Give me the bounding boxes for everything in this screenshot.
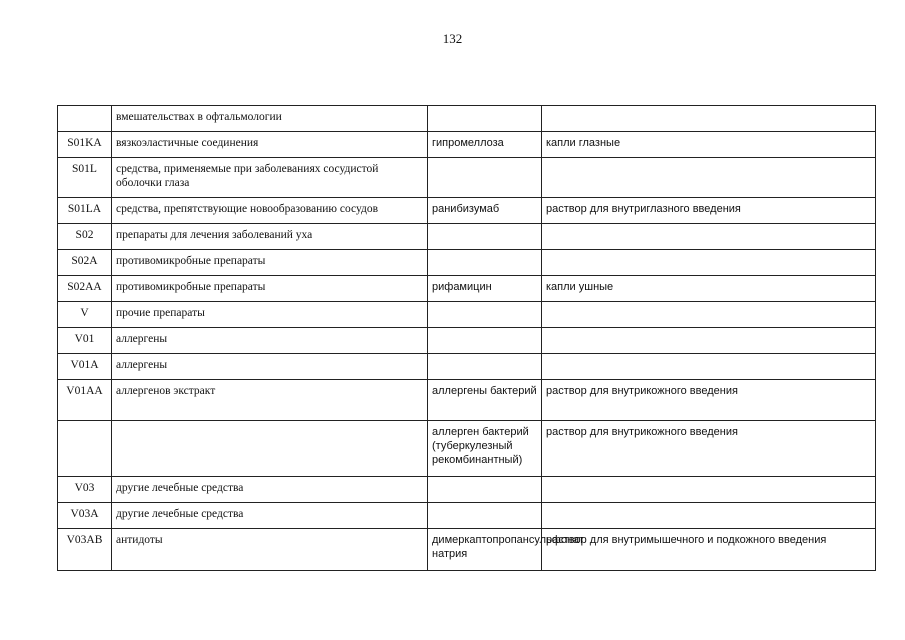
table-row: [58, 477, 876, 503]
group-name-cell: средства, применяемые при заболеваниях сосудистой оболочки глаза: [112, 158, 428, 198]
dosage-form-cell: [542, 302, 876, 328]
group-name-cell: антидоты: [112, 529, 428, 571]
atc-code-cell: S02: [58, 224, 112, 250]
inn-cell: [428, 328, 542, 354]
inn-cell: аллергены бактерий: [428, 380, 542, 421]
dosage-form-cell: раствор для внутрикожного введения: [542, 380, 876, 421]
atc-code-cell: V: [58, 302, 112, 328]
group-name-cell: другие лечебные средства: [112, 477, 428, 503]
atc-code-cell: [58, 106, 112, 132]
group-name-cell: препараты для лечения заболеваний уха: [112, 224, 428, 250]
group-name-cell: аллергены: [112, 328, 428, 354]
inn-cell: ранибизумаб: [428, 198, 542, 224]
inn-cell: [428, 354, 542, 380]
group-name-cell: противомикробные препараты: [112, 276, 428, 302]
table-row: [58, 132, 876, 158]
inn-cell: [428, 224, 542, 250]
dosage-form-cell: [542, 477, 876, 503]
group-name-cell: другие лечебные средства: [112, 503, 428, 529]
inn-cell: [428, 477, 542, 503]
dosage-form-cell: [542, 354, 876, 380]
dosage-form-cell: раствор для внутрикожного введения: [542, 421, 876, 477]
atc-code-cell: S02A: [58, 250, 112, 276]
atc-code-cell: V03AB: [58, 529, 112, 571]
atc-code-cell: V01AA: [58, 380, 112, 421]
atc-code-cell: V01: [58, 328, 112, 354]
table-row: [58, 224, 876, 250]
inn-cell: димеркаптопропансульфонат натрия: [428, 529, 542, 571]
table-row: [58, 354, 876, 380]
dosage-form-cell: [542, 503, 876, 529]
inn-cell: [428, 250, 542, 276]
dosage-form-cell: [542, 106, 876, 132]
dosage-form-cell: [542, 328, 876, 354]
inn-cell: [428, 503, 542, 529]
table-row: [58, 276, 876, 302]
group-name-cell: прочие препараты: [112, 302, 428, 328]
inn-cell: гипромеллоза: [428, 132, 542, 158]
dosage-form-cell: капли ушные: [542, 276, 876, 302]
group-name-cell: средства, препятствующие новообразованию сосудов: [112, 198, 428, 224]
dosage-form-cell: [542, 224, 876, 250]
table-row: [58, 106, 876, 132]
table-row: [58, 302, 876, 328]
dosage-form-cell: [542, 158, 876, 198]
page-number: 132: [442, 31, 463, 46]
group-name-cell: противомикробные препараты: [112, 250, 428, 276]
dosage-form-cell: раствор для внутриглазного введения: [542, 198, 876, 224]
group-name-cell: аллергены: [112, 354, 428, 380]
group-name-cell: вязкоэластичные соединения: [112, 132, 428, 158]
dosage-form-cell: [542, 250, 876, 276]
table-row: [58, 503, 876, 529]
table-row: [58, 328, 876, 354]
table-row: [58, 529, 876, 571]
atc-code-cell: S01KA: [58, 132, 112, 158]
atc-code-cell: V01A: [58, 354, 112, 380]
table-row: [58, 158, 876, 198]
inn-cell: аллерген бактерий (туберкулезный рекомбинантный): [428, 421, 542, 477]
atc-code-cell: V03A: [58, 503, 112, 529]
group-name-cell: аллергенов экстракт: [112, 380, 428, 421]
atc-code-cell: S01L: [58, 158, 112, 198]
atc-code-cell: [58, 421, 112, 477]
drug-table: [57, 105, 876, 571]
inn-cell: [428, 106, 542, 132]
table-row: [58, 250, 876, 276]
inn-cell: [428, 158, 542, 198]
group-name-cell: вмешательствах в офтальмологии: [112, 106, 428, 132]
table-row: [58, 421, 876, 477]
table-row: [58, 380, 876, 421]
table-row: [58, 198, 876, 224]
atc-code-cell: S01LA: [58, 198, 112, 224]
group-name-cell: [112, 421, 428, 477]
atc-code-cell: S02AA: [58, 276, 112, 302]
dosage-form-cell: раствор для внутримышечного и подкожного введения: [542, 529, 876, 571]
inn-cell: [428, 302, 542, 328]
atc-code-cell: V03: [58, 477, 112, 503]
dosage-form-cell: капли глазные: [542, 132, 876, 158]
inn-cell: рифамицин: [428, 276, 542, 302]
